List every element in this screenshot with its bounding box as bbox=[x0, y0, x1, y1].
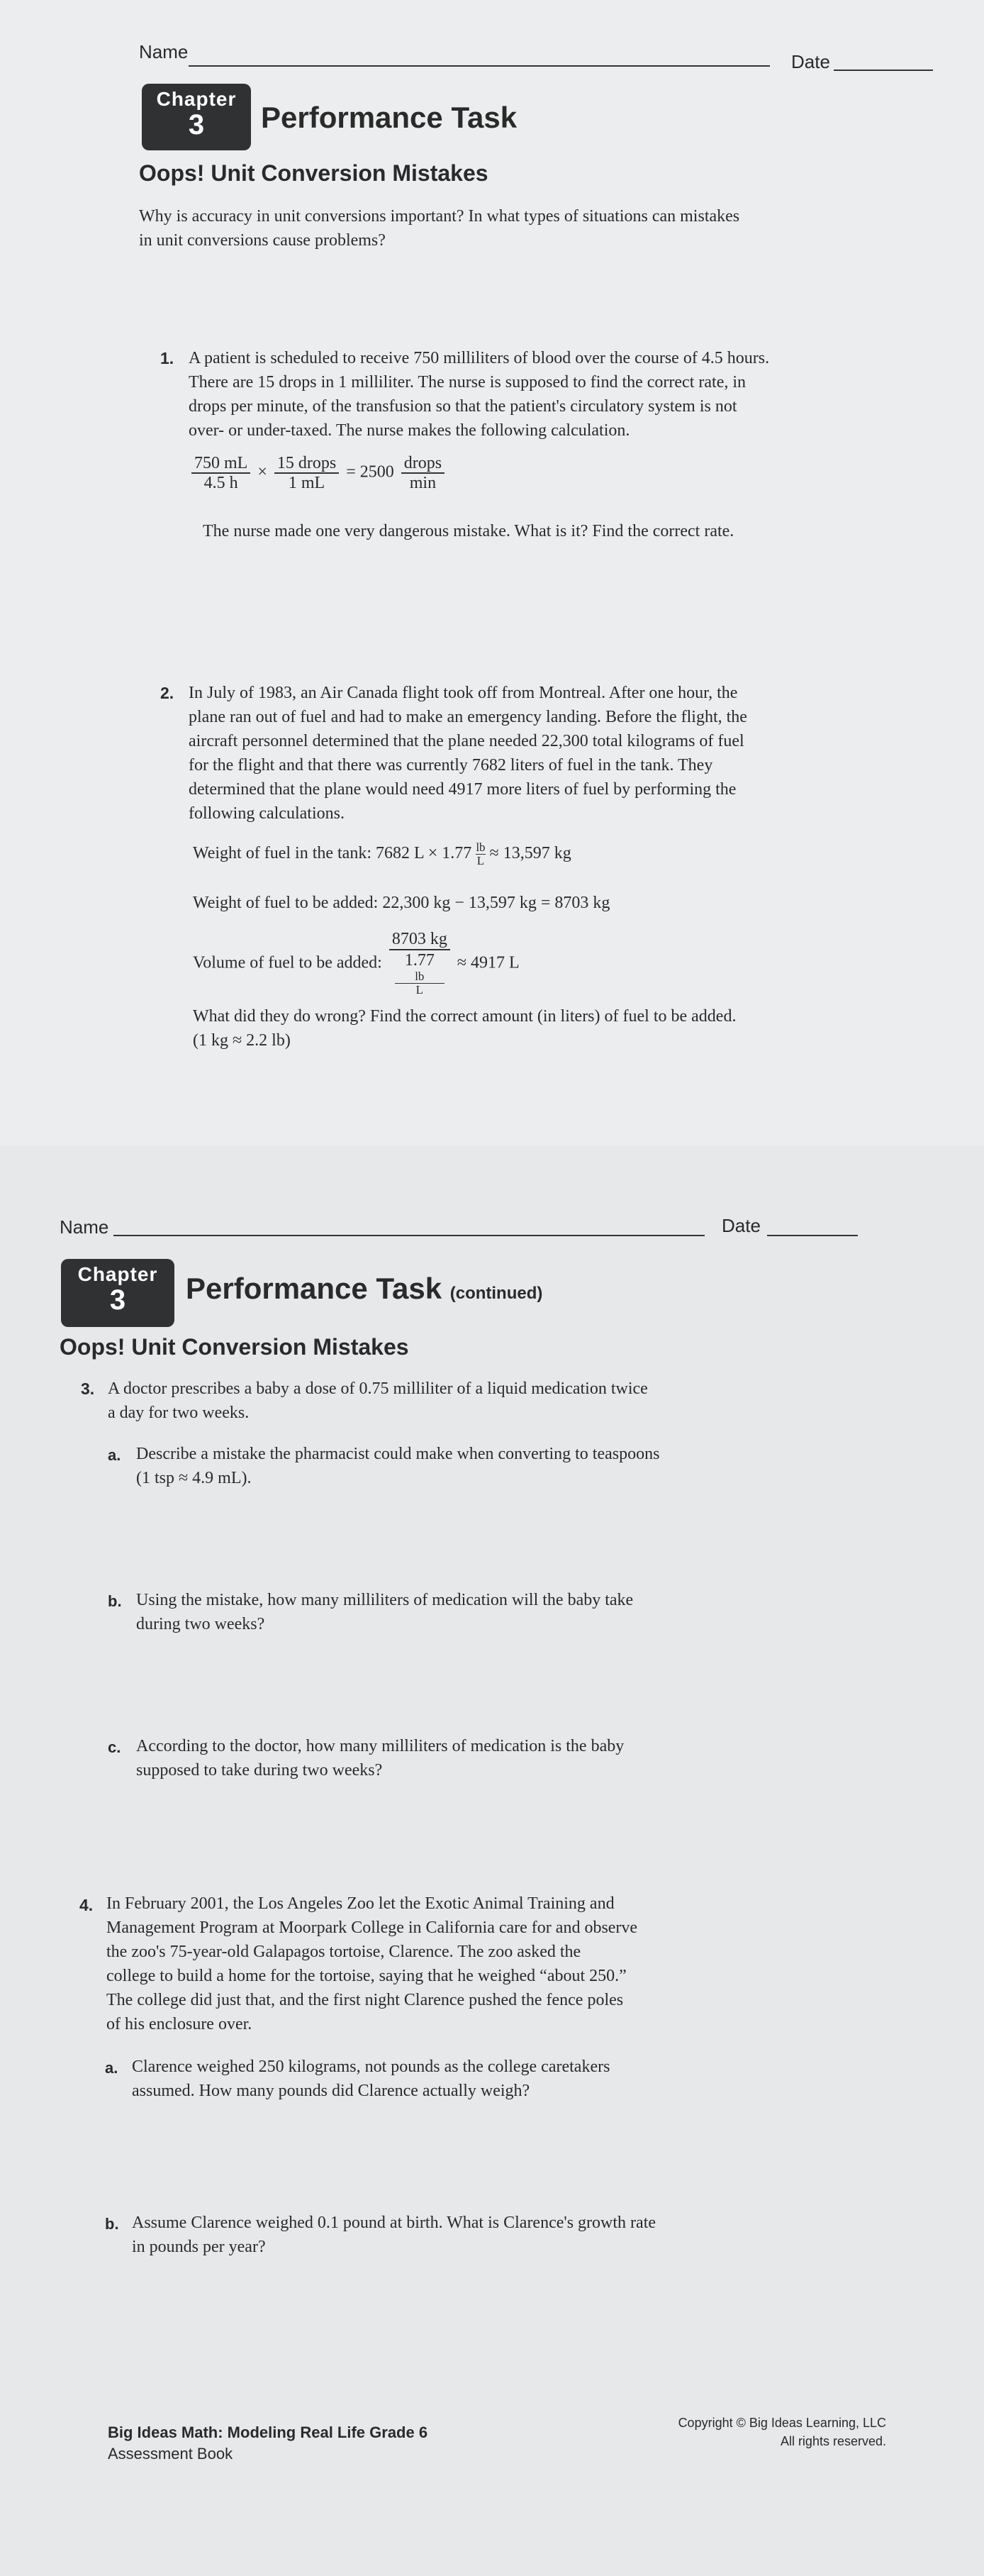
question-line: What did they do wrong? Find the correct amount (in liters) of fuel to be added. bbox=[193, 1007, 737, 1026]
unit-numerator: lb bbox=[395, 970, 445, 984]
question-4-text bbox=[106, 1892, 637, 2036]
question-line: Using the mistake, how many milliliters of medication will the baby take bbox=[136, 1591, 634, 1609]
footer-book-info bbox=[108, 2422, 427, 2465]
question-line: The college did just that, and the first night Clarence pushed the fence poles bbox=[106, 1991, 624, 2009]
question-4a-text bbox=[132, 2055, 610, 2103]
name-field-line[interactable] bbox=[189, 65, 770, 67]
question-line: during two weeks? bbox=[136, 1615, 265, 1633]
question-2-text bbox=[189, 681, 747, 826]
question-4b-text bbox=[132, 2211, 656, 2259]
denominator-value: 1.77 bbox=[404, 951, 435, 970]
question-2-answer-area[interactable] bbox=[189, 1057, 827, 1135]
worksheet-page-2 bbox=[0, 1145, 984, 2576]
question-1-number: 1. bbox=[160, 349, 174, 367]
question-3-text bbox=[108, 1377, 648, 1425]
unit-denominator: L bbox=[415, 983, 424, 996]
fraction-numerator: drops bbox=[401, 454, 445, 474]
question-4-number: 4. bbox=[79, 1896, 94, 1914]
question-line: Clarence weighed 250 kilograms, not pounds as the college caretakers bbox=[132, 2058, 610, 2076]
question-3a-label: a. bbox=[108, 1446, 121, 1464]
question-line: of his enclosure over. bbox=[106, 2015, 252, 2033]
question-3c-text bbox=[136, 1734, 624, 1782]
fraction-denominator bbox=[389, 950, 450, 996]
date-label: Date bbox=[722, 1215, 761, 1236]
question-line: Assume Clarence weighed 0.1 pound at birth. What is Clarence's growth rate bbox=[132, 2214, 656, 2232]
calculation-2: Weight of fuel to be added: 22,300 kg − 13,597 kg = 8703 kg bbox=[193, 894, 610, 912]
question-line: supposed to take during two weeks? bbox=[136, 1761, 383, 1780]
question-1-prompt: The nurse made one very dangerous mistake. What is it? Find the correct rate. bbox=[203, 522, 734, 540]
question-line: (1 tsp ≈ 4.9 mL). bbox=[136, 1469, 252, 1487]
chapter-number: 3 bbox=[188, 109, 205, 140]
question-line: drops per minute, of the transfusion so that the patient's circulatory system is not bbox=[189, 397, 737, 416]
page-title bbox=[186, 1272, 542, 1306]
fraction-denominator: 1 mL bbox=[288, 474, 325, 492]
question-line: the zoo's 75-year-old Galapagos tortoise, Clarence. The zoo asked the bbox=[106, 1943, 581, 1961]
chapter-badge bbox=[142, 84, 251, 150]
question-4b-answer-area[interactable] bbox=[132, 2267, 742, 2395]
question-line: A patient is scheduled to receive 750 milliliters of blood over the course of 4.5 hours. bbox=[189, 349, 770, 367]
question-line: following calculations. bbox=[189, 804, 345, 823]
question-line: plane ran out of fuel and had to make an emergency landing. Before the flight, the bbox=[189, 708, 747, 726]
calc-result: ≈ 13,597 kg bbox=[489, 844, 571, 863]
date-field-line[interactable] bbox=[834, 70, 933, 71]
question-3-number: 3. bbox=[81, 1379, 95, 1398]
question-4b-label: b. bbox=[105, 2215, 119, 2233]
question-1-equation bbox=[189, 454, 447, 492]
calculation-1 bbox=[193, 841, 571, 867]
fraction-numerator: 8703 kg bbox=[389, 929, 450, 950]
question-4a-label: a. bbox=[105, 2059, 118, 2077]
chapter-badge bbox=[61, 1259, 174, 1327]
times-sign: × bbox=[257, 462, 267, 482]
continued-label: (continued) bbox=[449, 1284, 543, 1303]
question-line: assumed. How many pounds did Clarence actually weigh? bbox=[132, 2082, 530, 2100]
fraction-numerator: 750 mL bbox=[191, 454, 250, 474]
question-line: There are 15 drops in 1 milliliter. The nurse is supposed to find the correct rate, in bbox=[189, 373, 747, 392]
fraction-numerator: 15 drops bbox=[274, 454, 339, 474]
question-line: a day for two weeks. bbox=[108, 1404, 250, 1422]
question-3c-answer-area[interactable] bbox=[136, 1791, 746, 1890]
worksheet-page-1 bbox=[0, 0, 984, 1145]
rights-text: All rights reserved. bbox=[780, 2434, 886, 2448]
date-label: Date bbox=[791, 51, 830, 72]
page-title-text: Performance Task bbox=[186, 1272, 442, 1305]
footer-copyright bbox=[638, 2414, 886, 2450]
question-line: college to build a home for the tortoise, saying that he weighed “about 250.” bbox=[106, 1967, 627, 1985]
unit-numerator: lb bbox=[476, 840, 486, 854]
question-3a-text bbox=[136, 1442, 659, 1490]
fraction-denominator: min bbox=[409, 474, 437, 492]
question-line: In February 2001, the Los Angeles Zoo let the Exotic Animal Training and bbox=[106, 1894, 615, 1913]
equals-value: = 2500 bbox=[346, 462, 394, 482]
question-line: aircraft personnel determined that the plane needed 22,300 total kilograms of fuel bbox=[189, 732, 744, 750]
chapter-number: 3 bbox=[109, 1284, 126, 1316]
question-line: According to the doctor, how many milliliters of medication is the baby bbox=[136, 1737, 625, 1755]
calc-result: ≈ 4917 L bbox=[457, 953, 520, 972]
question-2-number: 2. bbox=[160, 684, 174, 702]
page-subtitle: Oops! Unit Conversion Mistakes bbox=[60, 1334, 409, 1360]
question-line: A doctor prescribes a baby a dose of 0.75 milliliter of a liquid medication twice bbox=[108, 1379, 648, 1398]
question-line: Management Program at Moorpark College in California care for and observe bbox=[106, 1919, 638, 1937]
chapter-label: Chapter bbox=[156, 88, 237, 110]
unit-denominator: L bbox=[476, 854, 485, 867]
question-1-answer-area[interactable] bbox=[189, 553, 827, 660]
question-1-text bbox=[189, 346, 769, 443]
book-subtitle: Assessment Book bbox=[108, 2445, 233, 2463]
calculation-3 bbox=[193, 929, 520, 996]
question-3b-text bbox=[136, 1588, 633, 1636]
name-field-line[interactable] bbox=[113, 1235, 705, 1236]
question-line: determined that the plane would need 4917 more liters of fuel by performing the bbox=[189, 780, 737, 799]
question-3b-label: b. bbox=[108, 1592, 122, 1610]
question-line: in pounds per year? bbox=[132, 2238, 266, 2256]
question-line: for the flight and that there was currently 7682 liters of fuel in the tank. They bbox=[189, 756, 713, 775]
question-3a-answer-area[interactable] bbox=[136, 1500, 746, 1578]
question-line: over- or under-taxed. The nurse makes the following calculation. bbox=[189, 421, 630, 440]
question-2-prompt bbox=[193, 1004, 736, 1053]
intro-text bbox=[139, 204, 739, 252]
question-3c-label: c. bbox=[108, 1738, 121, 1756]
question-3b-answer-area[interactable] bbox=[136, 1645, 746, 1723]
book-title: Big Ideas Math: Modeling Real Life Grade 6 bbox=[108, 2424, 428, 2441]
chapter-label: Chapter bbox=[77, 1263, 158, 1285]
intro-line: in unit conversions cause problems? bbox=[139, 231, 386, 250]
copyright-text: Copyright © Big Ideas Learning, LLC bbox=[678, 2416, 886, 2430]
calc-text: Volume of fuel to be added: bbox=[193, 953, 382, 972]
question-line: In July of 1983, an Air Canada flight took off from Montreal. After one hour, the bbox=[189, 684, 738, 702]
name-label: Name bbox=[60, 1216, 109, 1238]
intro-line: Why is accuracy in unit conversions important? In what types of situations can mistakes bbox=[139, 207, 740, 226]
name-label: Name bbox=[139, 41, 189, 62]
page-title: Performance Task bbox=[261, 101, 518, 134]
calc-text: Weight of fuel in the tank: 7682 L × 1.77 bbox=[193, 844, 472, 863]
question-line: (1 kg ≈ 2.2 lb) bbox=[193, 1031, 291, 1050]
question-line: Describe a mistake the pharmacist could make when converting to teaspoons bbox=[136, 1445, 660, 1463]
date-field-line[interactable] bbox=[767, 1235, 858, 1236]
fraction-denominator: 4.5 h bbox=[203, 474, 238, 492]
page-subtitle: Oops! Unit Conversion Mistakes bbox=[139, 160, 488, 186]
